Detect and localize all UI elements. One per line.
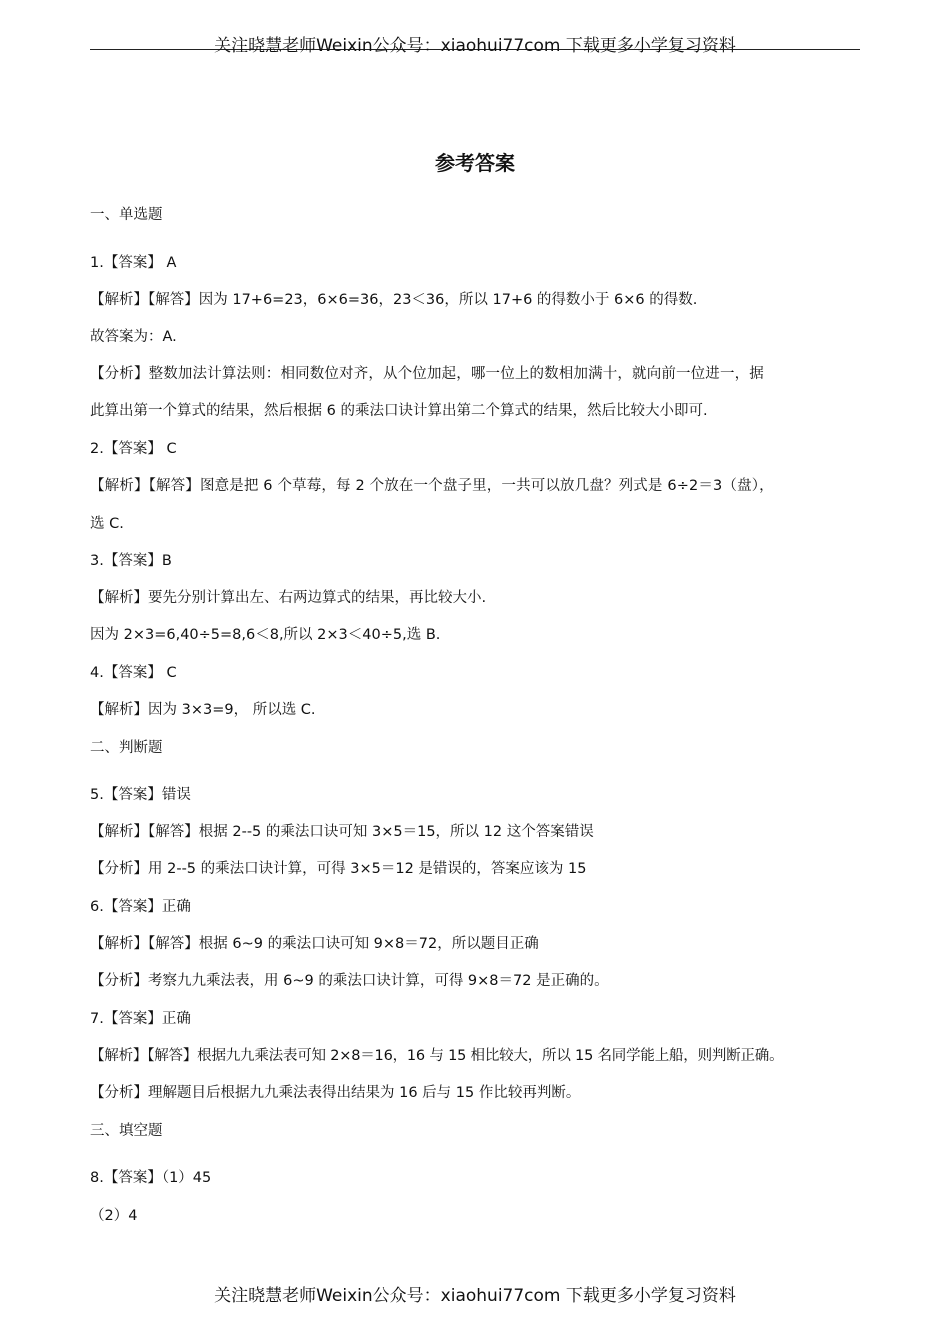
analysis-line: 此算出第一个算式的结果，然后根据 6 的乘法口诀计算出第二个算式的结果，然后比较大小即可. xyxy=(90,403,708,419)
explanation-line: 【解析】因为 3×3=9， 所以选 C. xyxy=(90,702,316,718)
explanation-line: 选 C. xyxy=(90,516,124,532)
section-heading-fill-blank: 三、填空题 xyxy=(90,1123,163,1139)
explanation-line: 因为 2×3=6,40÷5=8,6＜8,所以 2×3＜40÷5,选 B. xyxy=(90,627,441,643)
footer-watermark-text: 关注晓慧老师Weixin公众号：xiaohui77com 下载更多小学复习资料 xyxy=(214,1286,736,1306)
explanation-line: 【解析】【解答】根据 6~9 的乘法口诀可知 9×8＝72，所以题目正确 xyxy=(90,936,539,952)
explanation-line: 【解析】要先分别计算出左、右两边算式的结果，再比较大小. xyxy=(90,590,487,606)
section-heading-single-choice: 一、单选题 xyxy=(90,207,163,223)
explanation-line: 【解析】【解答】因为 17+6=23，6×6=36，23＜36，所以 17+6 的得数小于 6×6 的得数. xyxy=(90,292,698,308)
answer-line: 1.【答案】 A xyxy=(90,255,177,271)
analysis-line: 【分析】用 2--5 的乘法口诀计算，可得 3×5＝12 是错误的，答案应该为 15 xyxy=(90,861,587,877)
answer-line: 8.【答案】（1）45 xyxy=(90,1170,212,1186)
explanation-line: 【解析】【解答】根据九九乘法表可知 2×8＝16，16 与 15 相比较大，所以 15 名同学能上船，则判断正确。 xyxy=(90,1048,784,1064)
answer-line: 4.【答案】 C xyxy=(90,665,177,681)
answer-line: 6.【答案】正确 xyxy=(90,899,191,915)
analysis-line: 【分析】整数加法计算法则：相同数位对齐，从个位加起，哪一位上的数相加满十，就向前一位进一，据 xyxy=(90,366,764,382)
analysis-line: 【分析】考察九九乘法表，用 6~9 的乘法口诀计算，可得 9×8＝72 是正确的。 xyxy=(90,973,609,989)
answer-line: 5.【答案】错误 xyxy=(90,787,191,803)
page-title: 参考答案 xyxy=(435,151,515,175)
conclusion-line: 故答案为：A. xyxy=(90,329,177,345)
analysis-line: 【分析】理解题目后根据九九乘法表得出结果为 16 后与 15 作比较再判断。 xyxy=(90,1085,581,1101)
answer-line: 2.【答案】 C xyxy=(90,441,177,457)
answer-line: 7.【答案】正确 xyxy=(90,1011,191,1027)
section-heading-true-false: 二、判断题 xyxy=(90,740,163,756)
header-watermark-text: 关注晓慧老师Weixin公众号：xiaohui77com 下载更多小学复习资料 xyxy=(214,36,736,56)
explanation-line: 【解析】【解答】根据 2--5 的乘法口诀可知 3×5＝15，所以 12 这个答案错误 xyxy=(90,824,594,840)
answer-line: 3.【答案】B xyxy=(90,553,172,569)
answer-line: （2）4 xyxy=(90,1208,138,1224)
explanation-line: 【解析】【解答】图意是把 6 个草莓，每 2 个放在一个盘子里，一共可以放几盘？列式是 6÷2＝3（盘）， xyxy=(90,478,774,494)
